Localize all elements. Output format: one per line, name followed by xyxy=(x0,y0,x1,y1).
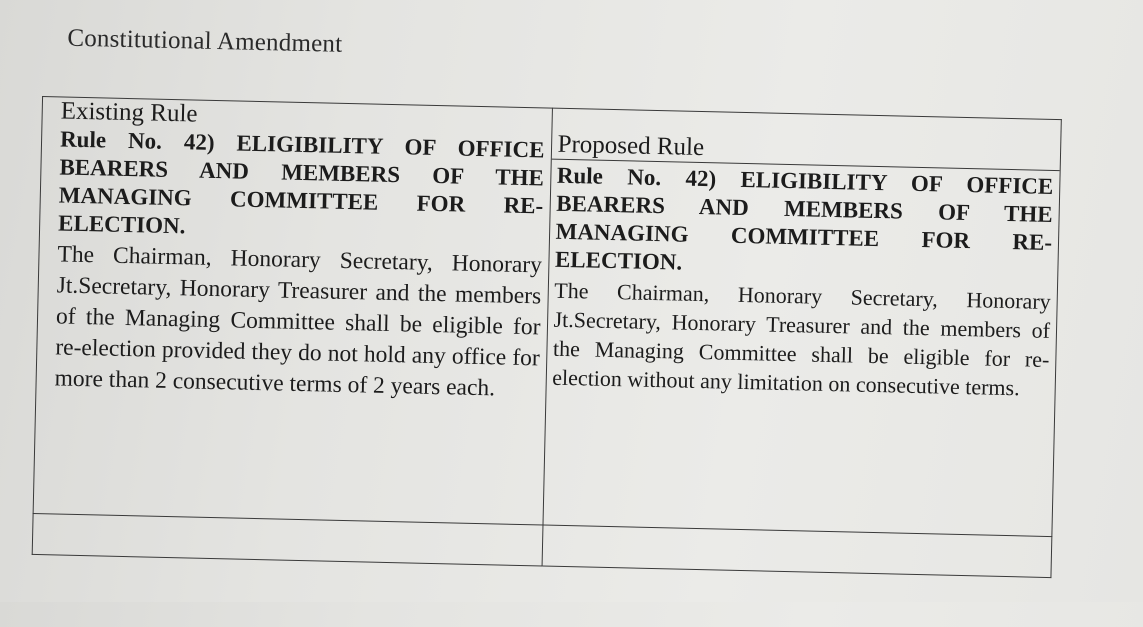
proposed-rule-title: Rule No. 42) ELIGIBILITY OF OFFICE BEARERS AND MEMBERS OF THE MANAGING COMMITTEE FOR RE-ELECTION. xyxy=(554,162,1054,275)
proposed-rule-body: The Chairman, Honorary Secretary, Honorary Jt.Secretary, Honorary Treasurer and the members of the Managing Committee shall be eligible for re-election without any limitation on consecutive terms. xyxy=(552,277,1051,401)
existing-rule-label: Existing Rule xyxy=(60,97,198,128)
existing-rule-title: Rule No. 42) ELIGIBILITY OF OFFICE BEARERS AND MEMBERS OF THE MANAGING COMMITTEE FOR RE-ELECTION. xyxy=(57,126,545,239)
existing-rule-cell xyxy=(33,97,552,525)
proposed-rule-cell xyxy=(542,108,1061,536)
existing-rule-body: The Chairman, Honorary Secretary, Honorary Jt.Secretary, Honorary Treasurer and the members of the Managing Committee shall be eligible for re-election provided they do not hold any office for more than 2 consecutive terms of 2 years each. xyxy=(54,241,543,402)
amendment-table xyxy=(32,96,1062,578)
proposed-rule-label: Proposed Rule xyxy=(557,130,705,162)
document-heading: Constitutional Amendment xyxy=(67,24,343,58)
table-row xyxy=(33,97,1061,537)
